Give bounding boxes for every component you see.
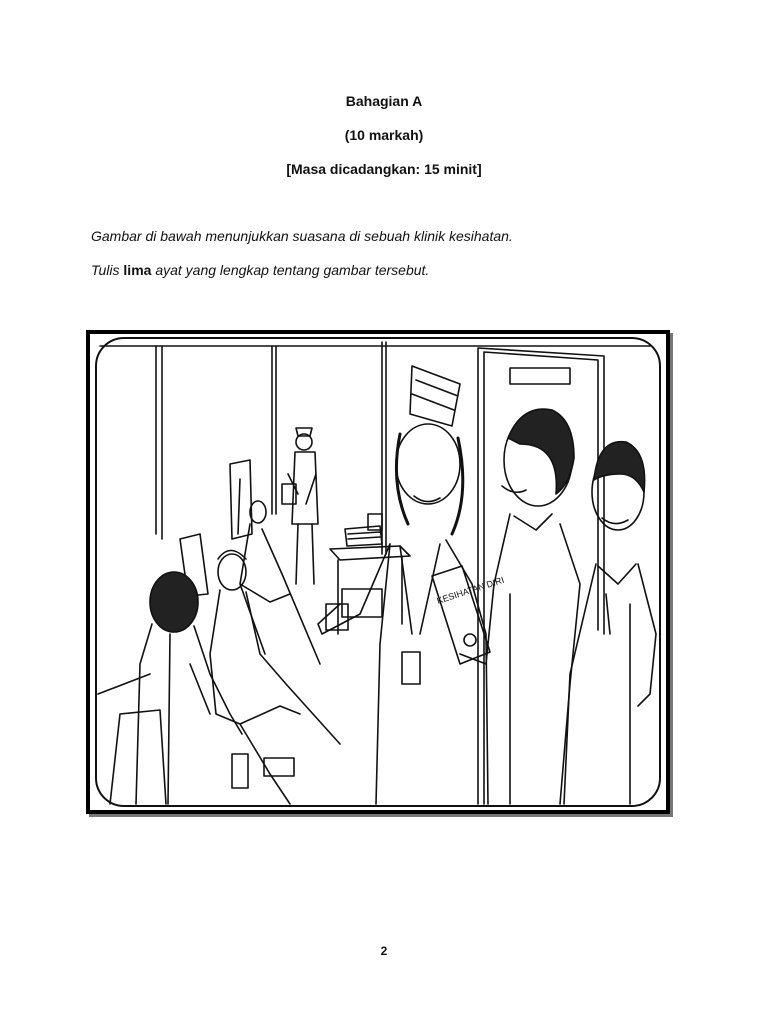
section-title: Bahagian A	[345, 93, 423, 109]
clinic-scene-drawing	[90, 334, 666, 810]
instruction-suffix: ayat yang lengkap tentang gambar tersebut.	[151, 262, 430, 278]
instruction-prefix: Tulis	[91, 262, 124, 278]
suggested-time: [Masa dicadangkan: 15 minit]	[286, 161, 482, 177]
leaflet-text: KESIHATAN DIRI	[435, 574, 506, 606]
instruction-line-2	[91, 262, 429, 278]
clinic-illustration	[86, 330, 670, 814]
marks-label: (10 markah)	[344, 127, 424, 143]
instruction-line-1: Gambar di bawah menunjukkan suasana di sebuah klinik kesihatan.	[91, 228, 513, 244]
instruction-bold-word: lima	[123, 262, 152, 278]
page-number: 2	[380, 944, 388, 958]
